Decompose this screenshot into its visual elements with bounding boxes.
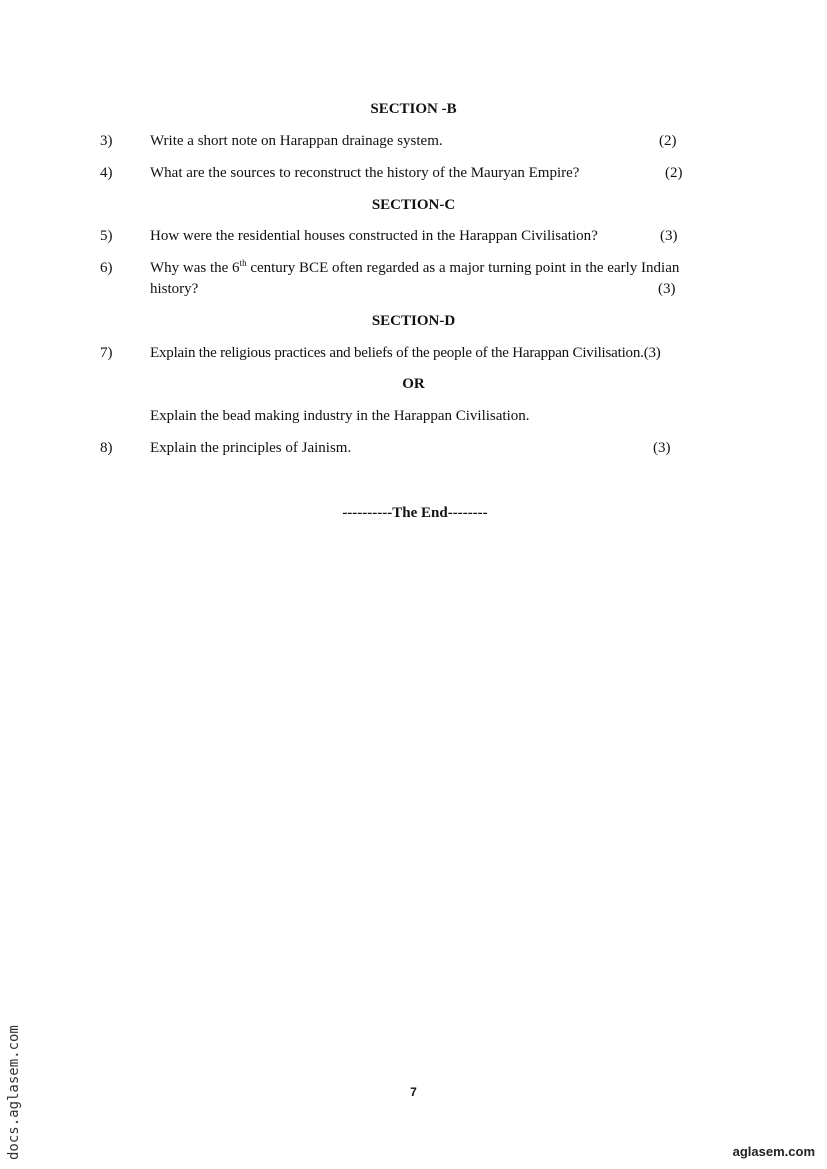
- question-text: Write a short note on Harappan drainage system.: [150, 133, 443, 149]
- question-number: 4): [100, 165, 113, 181]
- question-marks: (2): [665, 165, 683, 181]
- question-number: 3): [100, 133, 113, 149]
- or-label: OR: [402, 376, 425, 392]
- question-text: [150, 345, 661, 362]
- question-text-post: century BCE often regarded as a major turning point in the early Indian: [246, 260, 680, 276]
- question-text: What are the sources to reconstruct the history of the Mauryan Empire?: [150, 165, 580, 181]
- footer-watermark: aglasem.com: [732, 1144, 815, 1159]
- question-marks: (3): [643, 345, 661, 361]
- section-b-heading: SECTION -B: [370, 101, 457, 117]
- question-text-body: Explain the religious practices and beliefs of the people of the Harappan Civilisation.: [150, 345, 644, 361]
- question-number: 8): [100, 440, 113, 456]
- section-d-heading: SECTION-D: [371, 313, 456, 329]
- side-watermark: docs.aglasem.com: [6, 1025, 22, 1160]
- question-text-line1: [150, 260, 679, 277]
- end-marker: ----------The End--------: [342, 505, 488, 521]
- question-marks: (3): [653, 440, 671, 456]
- question-number: 7): [100, 345, 113, 361]
- question-text-line2: history?: [150, 281, 199, 297]
- question-text-pre: Why was the 6: [150, 260, 240, 276]
- question-text: Explain the principles of Jainism.: [150, 440, 352, 456]
- question-marks: (3): [660, 228, 678, 244]
- question-number: 5): [100, 228, 113, 244]
- superscript-th: th: [239, 258, 247, 268]
- question-marks: (3): [658, 281, 676, 297]
- question-7-alternative: Explain the bead making industry in the Harappan Civilisation.: [150, 408, 530, 424]
- question-text: How were the residential houses constructed in the Harappan Civilisation?: [150, 228, 598, 244]
- question-marks: (2): [659, 133, 677, 149]
- question-number: 6): [100, 260, 113, 276]
- section-c-heading: SECTION-C: [371, 197, 456, 213]
- page-number: 7: [410, 1085, 417, 1099]
